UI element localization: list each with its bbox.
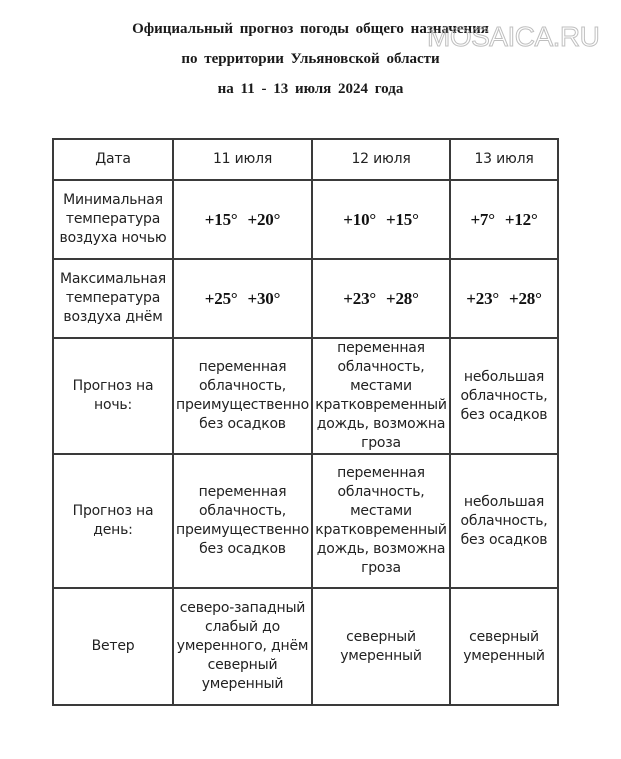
header-date-1: 11 июля: [173, 139, 312, 180]
wind-day-2: северный умеренный: [312, 588, 450, 705]
row-label-day-forecast: Прогноз на день:: [53, 454, 173, 588]
forecast-table: [52, 138, 559, 706]
table-row-wind: [53, 588, 558, 705]
table-row-day-forecast: [53, 454, 558, 588]
table-header-row: [53, 139, 558, 180]
row-label-max-temp: Максимальная температура воздуха днём: [53, 259, 173, 338]
title-line-3: на 11 - 13 июля 2024 года: [217, 81, 404, 97]
row-label-night-forecast: Прогноз на ночь:: [53, 338, 173, 454]
row-label-wind: Ветер: [53, 588, 173, 705]
wind-day-3: северный умеренный: [450, 588, 558, 705]
min-temp-day-2: +10° +15°: [312, 180, 450, 259]
night-forecast-day-1: переменная облачность, преимущественно без осадков: [173, 338, 312, 454]
header-date-2: 12 июля: [312, 139, 450, 180]
table-row-min-temp: [53, 180, 558, 259]
watermark: MOSAICA.RU: [427, 21, 600, 52]
row-label-min-temp: Минимальная температура воздуха ночью: [53, 180, 173, 259]
min-temp-day-3: +7° +12°: [450, 180, 558, 259]
day-forecast-day-2: переменная облачность, местами кратковременный дождь, возможна гроза: [312, 454, 450, 588]
night-forecast-day-2: переменная облачность, местами кратковременный дождь, возможна гроза: [312, 338, 450, 454]
day-forecast-day-3: небольшая облачность, без осадков: [450, 454, 558, 588]
wind-day-1: северо-западный слабый до умеренного, днём северный умеренный: [173, 588, 312, 705]
min-temp-day-1: +15° +20°: [173, 180, 312, 259]
max-temp-day-3: +23° +28°: [450, 259, 558, 338]
night-forecast-day-3: небольшая облачность, без осадков: [450, 338, 558, 454]
max-temp-day-2: +23° +28°: [312, 259, 450, 338]
table-row-max-temp: [53, 259, 558, 338]
title-line-1: Официальный прогноз погоды общего назначения: [132, 21, 489, 37]
day-forecast-day-1: переменная облачность, преимущественно без осадков: [173, 454, 312, 588]
document-title: [0, 14, 621, 104]
header-date-label: Дата: [53, 139, 173, 180]
table-row-night-forecast: [53, 338, 558, 454]
title-line-2: по территории Ульяновской области: [181, 51, 440, 67]
header-date-3: 13 июля: [450, 139, 558, 180]
max-temp-day-1: +25° +30°: [173, 259, 312, 338]
